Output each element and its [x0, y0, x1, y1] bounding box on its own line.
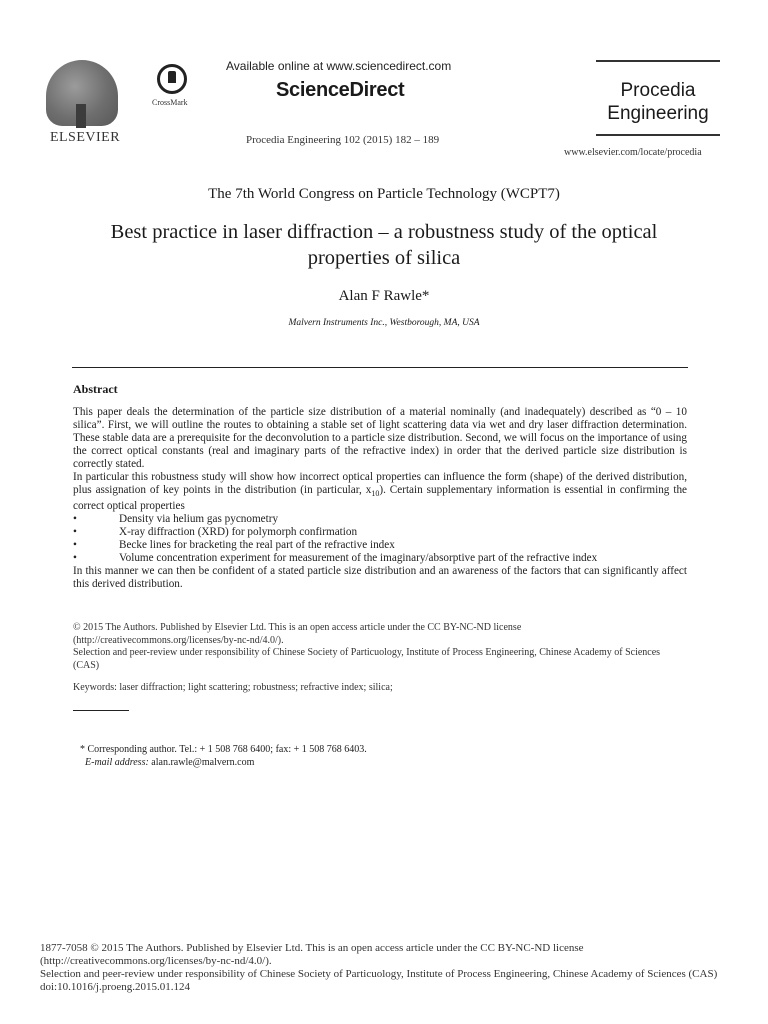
bullet-item: [73, 526, 687, 539]
journal-name-line1: Procedia: [620, 80, 696, 101]
corresponding-author-footnote: [80, 744, 367, 769]
crossmark-badge[interactable]: [152, 64, 196, 110]
keywords: Keywords: laser diffraction; light scattering; robustness; refractive index; silica;: [73, 682, 393, 693]
sciencedirect-brand: ScienceDirect: [276, 79, 405, 101]
bullet-item: [73, 539, 687, 552]
crossmark-label: CrossMark: [152, 98, 188, 107]
publisher-name: ELSEVIER: [49, 130, 121, 145]
license-notice: [73, 622, 687, 672]
license-line-1: © 2015 The Authors. Published by Elsevier Ltd. This is an open access article under the CC BY-NC-ND license: [73, 622, 522, 633]
bullet-icon: •: [73, 513, 77, 526]
footnote-divider: [73, 710, 129, 711]
abstract-paragraph-2-part-a: In particular this robustness study will show how incorrect optical properties can influence the form (shape) of the derived distribution, plus assignation of key points in the distribution (in particular, x: [73, 471, 687, 496]
footer-license-link[interactable]: (http://creativecommons.org/licenses/by-nc-nd/4.0/).: [40, 955, 272, 967]
bullet-item: [73, 513, 687, 526]
bullet-text: X-ray diffraction (XRD) for polymorph confirmation: [119, 526, 358, 539]
author-affiliation: Malvern Instruments Inc., Westborough, MA, USA: [288, 318, 480, 328]
footer-issn-line: 1877-7058 © 2015 The Authors. Published by Elsevier Ltd. This is an open access article under the CC BY-NC-ND license: [40, 942, 584, 954]
journal-title-box: [596, 60, 720, 136]
crossmark-bookmark-icon: [168, 71, 176, 83]
bullet-text: Density via helium gas pycnometry: [119, 513, 279, 526]
journal-name: [596, 79, 720, 125]
abstract-paragraph-2: [73, 471, 687, 513]
abstract-paragraph-3: In this manner we can then be confident of a stated particle size distribution and an awareness of the factors that can significantly affect this derived distribution.: [73, 565, 687, 591]
bullet-text: Volume concentration experiment for measurement of the imaginary/absorptive part of the refractive index: [119, 552, 598, 565]
footer-doi[interactable]: doi:10.1016/j.proeng.2015.01.124: [40, 981, 191, 993]
license-link[interactable]: (http://creativecommons.org/licenses/by-nc-nd/4.0/).: [73, 634, 284, 646]
elsevier-logo: [40, 60, 130, 146]
author-name: Alan F Rawle*: [338, 288, 430, 304]
elsevier-tree-trunk: [76, 104, 86, 128]
bullet-icon: •: [73, 539, 77, 552]
bullet-icon: •: [73, 552, 77, 565]
header-divider: [72, 367, 688, 368]
footer-peer-review-line: Selection and peer-review under responsibility of Chinese Society of Particuology, Institute of Process Engineering, Chinese Academy of Sciences (CAS): [40, 968, 718, 980]
available-online-text: Available online at www.sciencedirect.com: [226, 59, 452, 73]
bullet-item: [73, 552, 687, 565]
abstract-paragraph-2-part-b: ). Certain supplementary information is essential in confirming the correct optical properties: [73, 484, 688, 513]
conference-name: The 7th World Congress on Particle Technology (WCPT7): [208, 186, 560, 202]
license-line-3: Selection and peer-review under responsibility of Chinese Society of Particuology, Institute of Process Engineering, Chinese Academy of Sciences (CAS): [73, 647, 661, 671]
page-footer: [40, 942, 740, 994]
journal-name-line2: Engineering: [607, 103, 709, 124]
abstract-body: [73, 406, 687, 591]
paper-title-line2: properties of silica: [307, 247, 461, 269]
email-address-link[interactable]: alan.rawle@malvern.com: [151, 756, 255, 768]
journal-url-link[interactable]: www.elsevier.com/locate/procedia: [564, 147, 702, 158]
x10-subscript: 10: [371, 489, 380, 499]
bullet-icon: •: [73, 526, 77, 539]
email-label: E-mail address:: [85, 756, 149, 768]
paper-title: [60, 219, 708, 271]
corresponding-author-contact: * Corresponding author. Tel.: + 1 508 768 6400; fax: + 1 508 768 6403.: [80, 744, 367, 755]
abstract-heading: Abstract: [73, 382, 118, 396]
email-line: [80, 757, 367, 770]
abstract-paragraph-1: This paper deals the determination of the particle size distribution of a material nominally (and inadequately) described as “0 – 10 silica”. First, we will outline the routes to obtaining a stable set of light scattering data via wet and dry laser diffraction determination. These stable data are a prerequisite for the deconvolution to a particle size distribution. Second, we will focus on the importance of using the correct optical constants (real and imaginary parts of the refractive index) in order that the derived particle size distribution is correctly stated.: [73, 406, 687, 470]
bullet-text: Becke lines for bracketing the real part of the refractive index: [119, 539, 395, 552]
journal-citation: Procedia Engineering 102 (2015) 182 – 189: [246, 134, 440, 146]
paper-title-line1: Best practice in laser diffraction – a robustness study of the optical: [110, 221, 658, 243]
